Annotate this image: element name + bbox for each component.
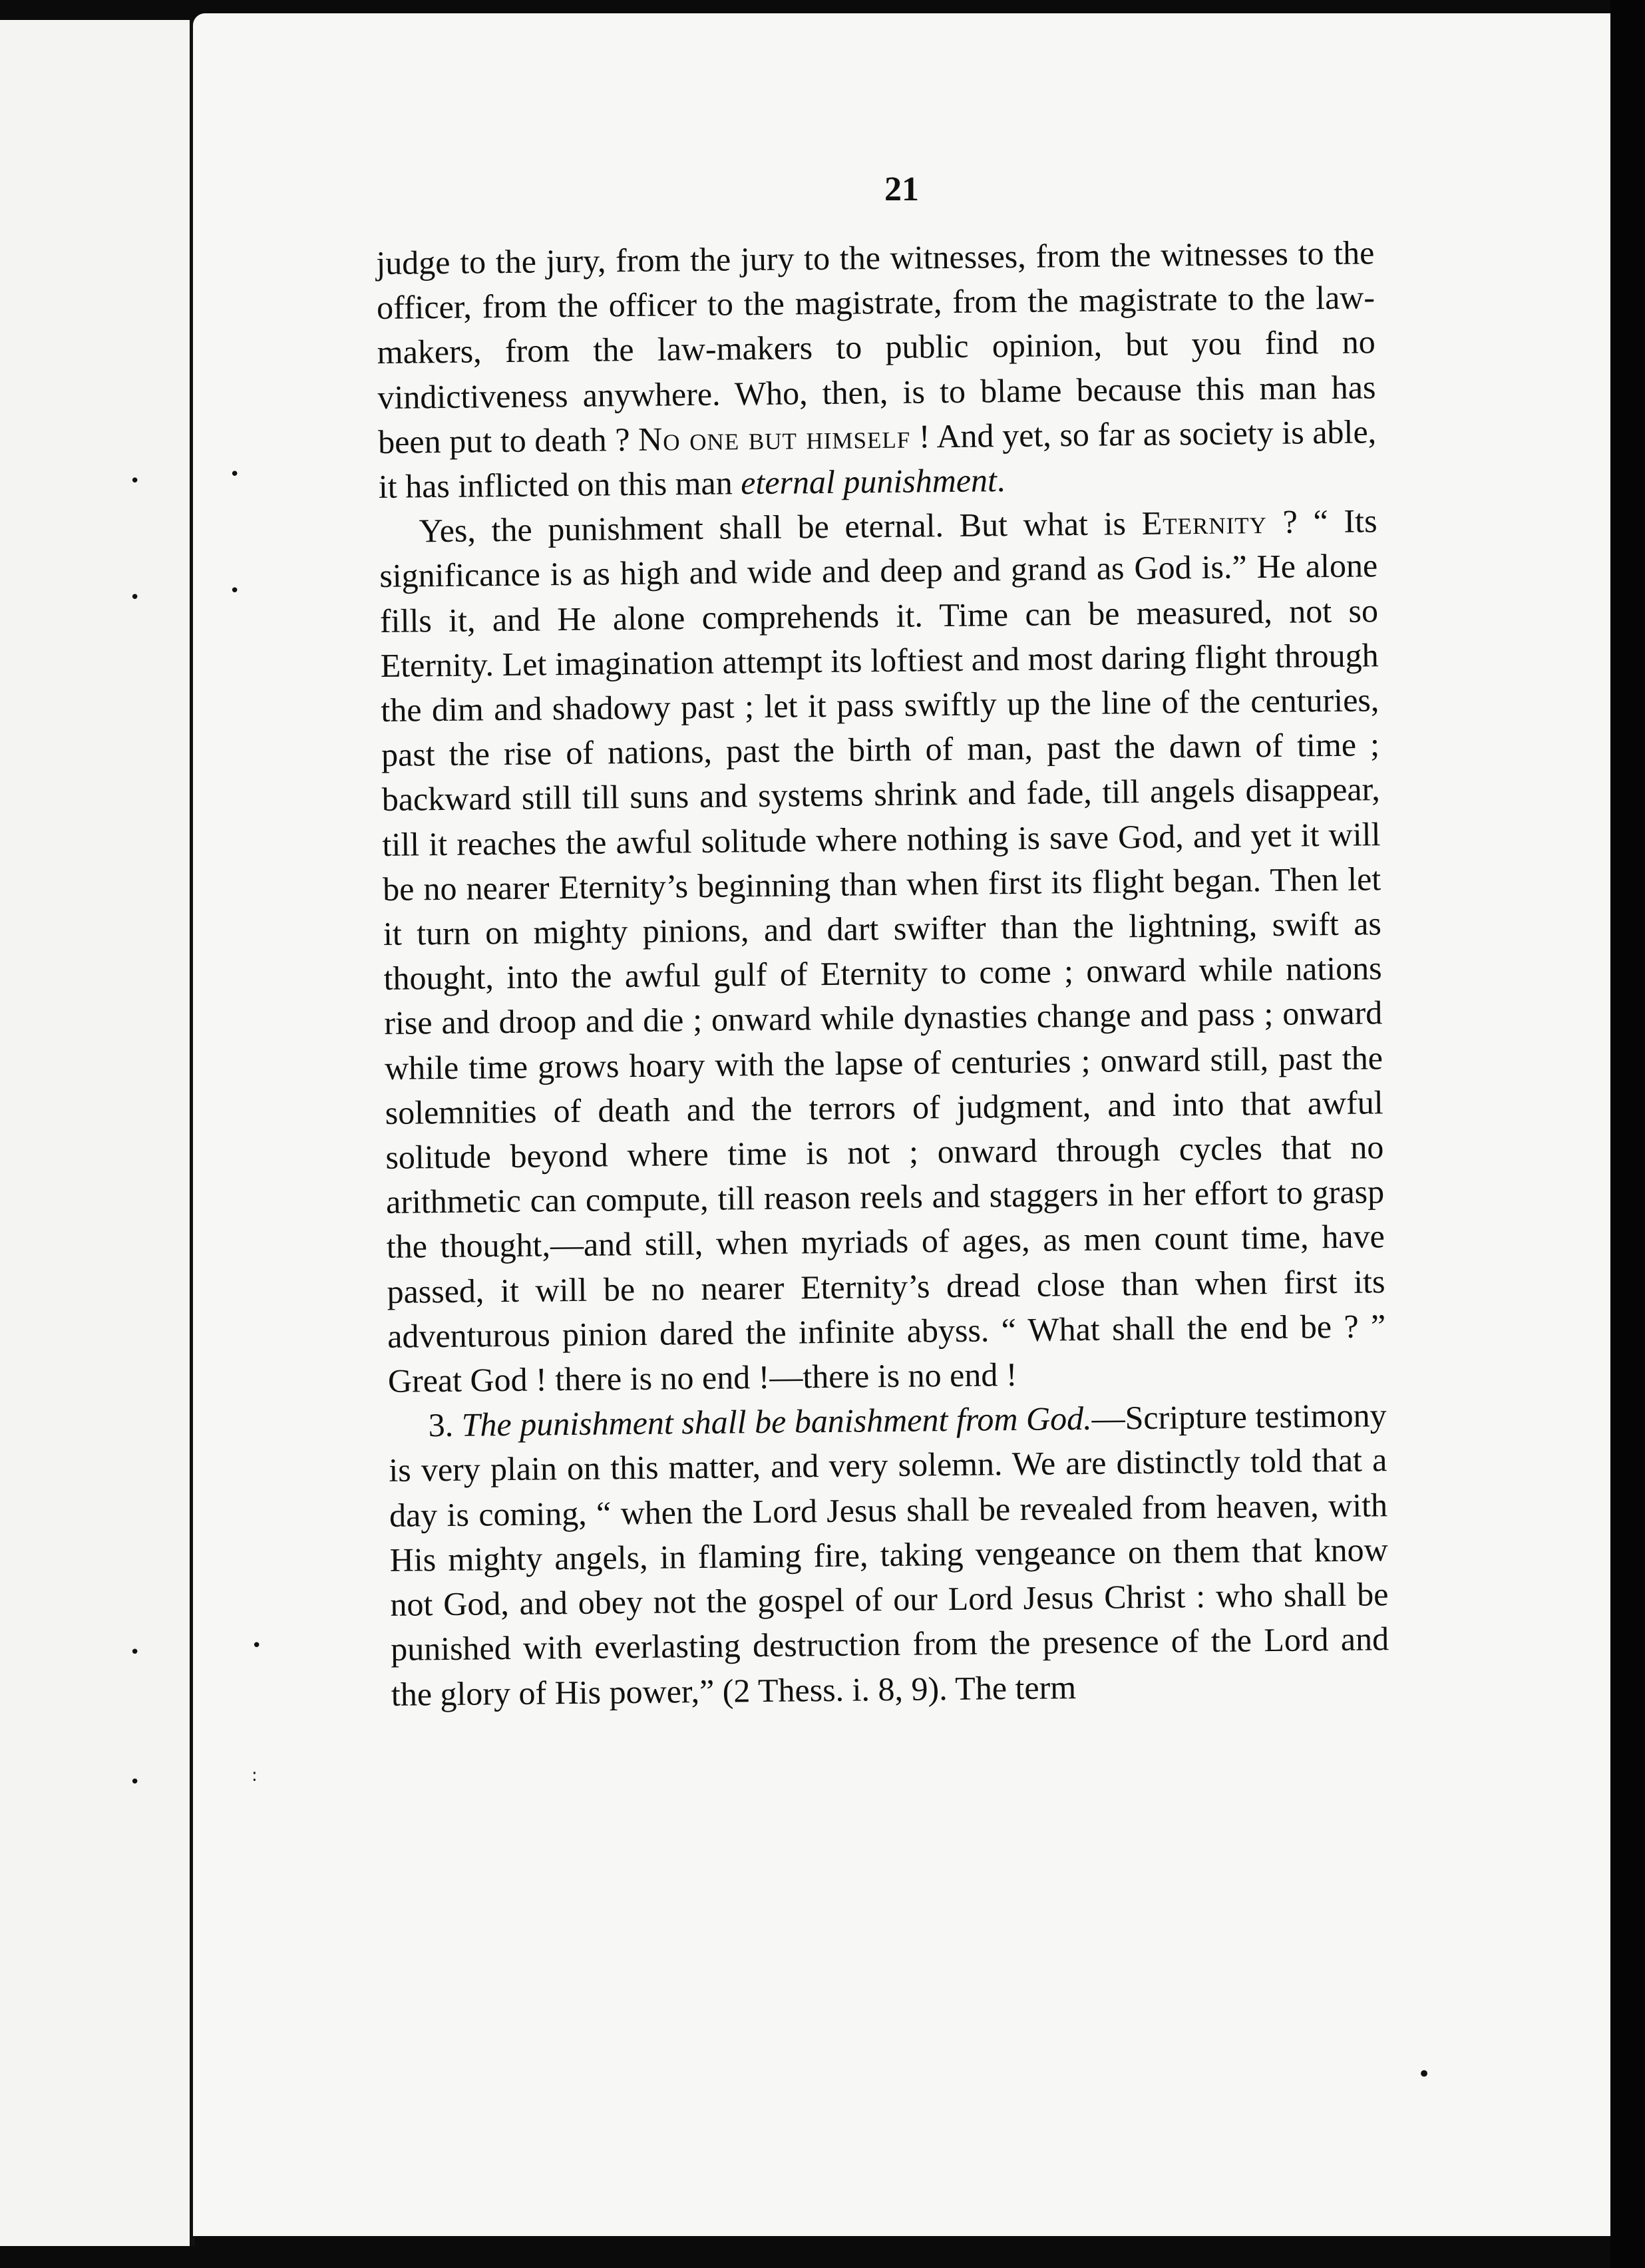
page-number: 21 [884,170,919,208]
margin-speck: • [1417,2061,1431,2088]
margin-speck: • [130,471,140,491]
paragraph-2-text-a: Yes, the punishment shall be eternal. But what is [419,504,1142,550]
margin-speck: • [230,581,240,601]
margin-speck: • [130,588,140,608]
paragraph-3-text: —Scripture testimony is very plain on this matter, and very solemn. We are distinctly told that a day is coming, “ when the Lord Jesus shall be revealed from heaven, with His mighty angels, in flaming fire, taking vengeance on them that know not God, and obey not the gospel of our Lord Jesus Christ : who shall be punished with everlasting destruction from the presence of the Lord and the glory of His power,” (2 Thess. i. 8, 9). The term [389,1396,1389,1713]
paragraph-3-italic: The punishment shall be banishment from God. [461,1400,1092,1444]
body-text [376,230,1389,1716]
facing-page-edge [0,20,195,2246]
margin-speck: • [130,1642,140,1662]
margin-speck: • [252,1636,262,1656]
paragraph-1-text-a: judge to the jury, from the jury to the witnesses, from the witnesses to the officer, from the officer to the magistrate, from the magistrate to the law-makers, from the law-makers to public opinion, but you find no vindictiveness anywhere. Who, then, is to blame because this man has been put to death ? [376,234,1376,461]
margin-speck: : [252,1766,258,1786]
paragraph-1-emphasis: No one but himself [638,417,911,458]
paragraph-3-number: 3. [428,1406,462,1444]
margin-speck: • [230,465,240,484]
paragraph-1-text-b: ! And yet, so far as society is able, it has inflicted on this man [378,413,1377,505]
paragraph-1-text-c: . [996,461,1005,499]
scan-right-edge [1610,0,1645,2268]
paragraph-3 [388,1393,1389,1716]
paragraph-1-italic: eternal punishment [740,461,998,502]
paragraph-2-emphasis: Eternity [1141,503,1268,542]
paragraph-2-text-b: ? “ Its significance is as high and wide and deep and grand as God is.” He alone fills it, and He alone comprehends it. Time can be measured, not so Eternity. Let imagination attempt its loftiest and most daring flight through the dim and shadowy past ; let it pass swiftly up the line of the centuries, past the rise of nations, past the birth of man, past the dawn of time ; backward still till suns and systems shrink and fade, till angels disappear, till it reaches the awful solitude where nothing is save God, and yet it will be no nearer Eternity’s beginning than when first its flight began. Then let it turn on mighty pinions, and dart swifter than the lightning, swift as thought, into the awful gulf of Eternity to come ; onward while nations rise and droop and die ; onward while dynasties change and pass ; onward while time grows hoary with the lapse of centuries ; onward still, past the solemnities of death and the terrors of judgment, and into that awful solitude beyond where time is not ; onward through cycles that no arithmetic can compute, till reason reels and staggers in her effort to grasp the thought,—and still, when myriads of ages, as men count time, have passed, it will be no nearer Eternity’s dread close than when first its adventurous pinion dared the infinite abyss. “ What shall the end be ? ” Great God ! there is no end !—there is no end ! [379,502,1386,1400]
paragraph-1 [376,230,1377,509]
paragraph-2 [379,498,1386,1404]
margin-speck: • [130,1772,140,1792]
